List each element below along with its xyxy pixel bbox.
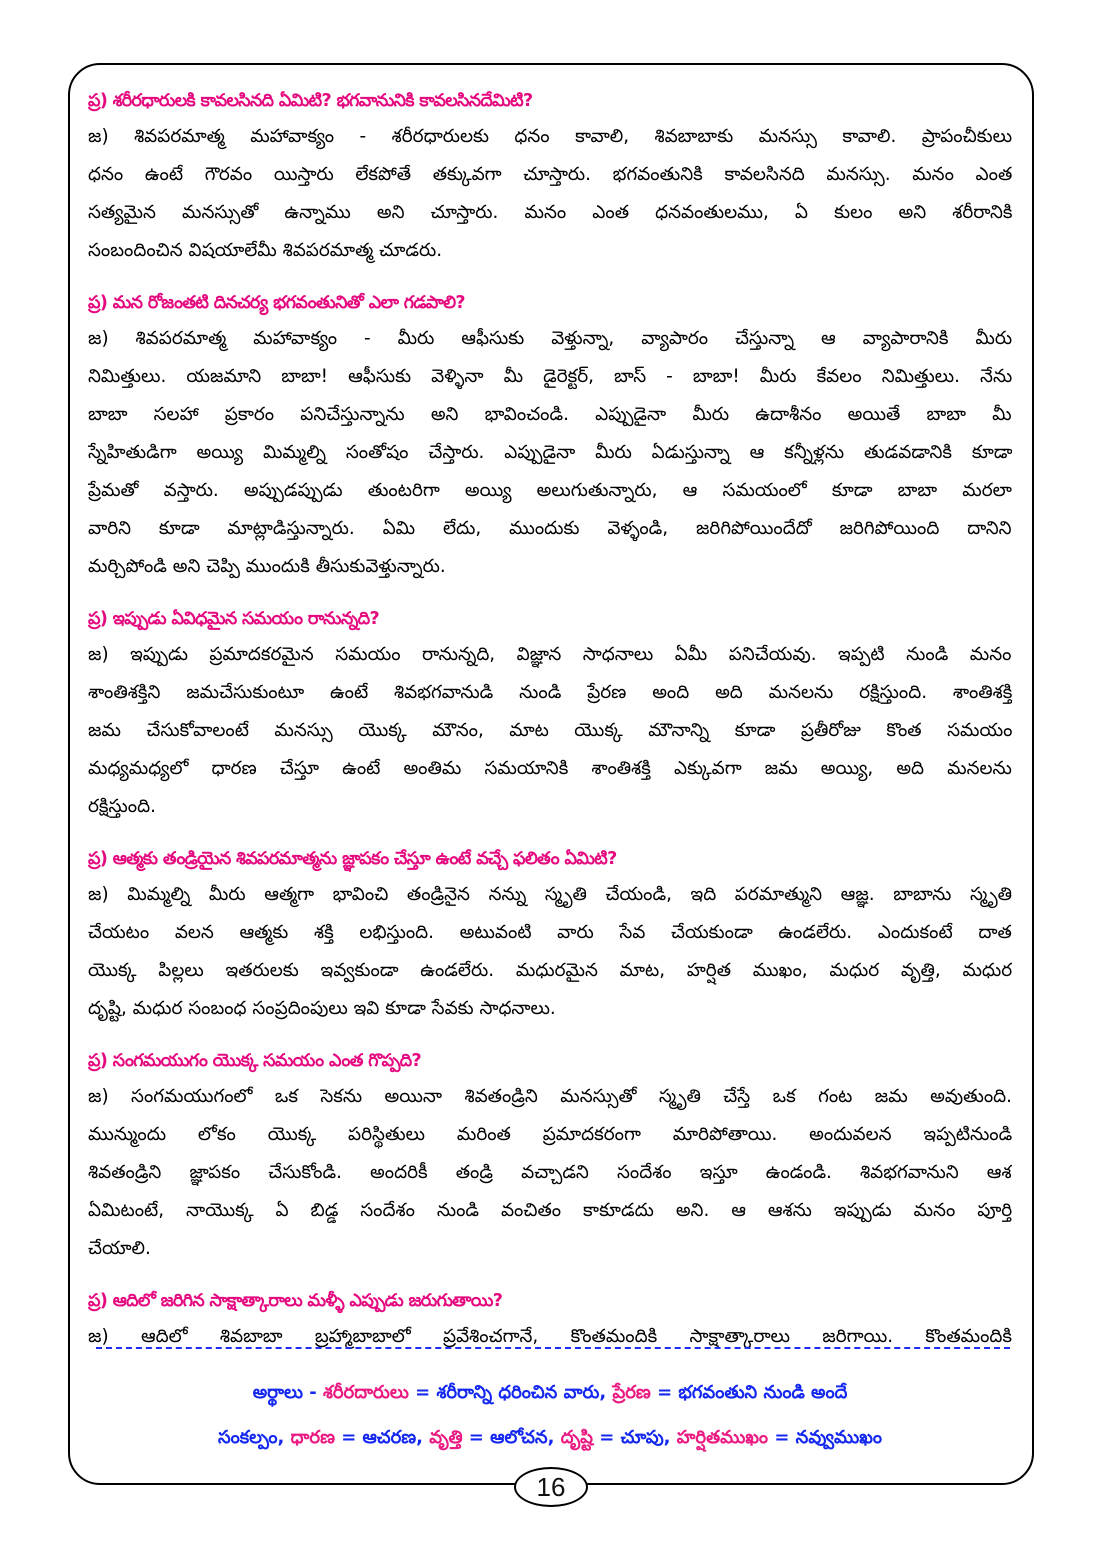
section-gap (88, 270, 1012, 286)
glossary-definition: = ఆచరణ, (334, 1427, 430, 1448)
answer-line: రక్షిస్తుంది. (88, 796, 156, 817)
glossary-line-2 (88, 1423, 1012, 1453)
glossary-term: అర్థాలు - (252, 1382, 323, 1403)
glossary-definition: = భగవంతుని నుండి అందే (650, 1382, 848, 1403)
question-heading: ప్ర) సంగమయుగం యొక్క సమయం ఎంత గొప్పది? (88, 1051, 422, 1071)
answer-line: దృష్టి, మధుర సంబంధ సంప్రదింపులు ఇవి కూడా సేవకు సాధనాలు. (88, 998, 556, 1019)
answer-line: బాబా సలహా ప్రకారం పనిచేస్తున్నాను అని భావించండి. ఎప్పుడైనా మీరు ఉదాశీనం అయితే బాబా మీ (88, 404, 1012, 425)
answer-line: ధనం ఉంటే గౌరవం యిస్తారు లేకపోతే తక్కువగా చూస్తారు. భగవంతునికి కావలసినది మనస్సు. మనం ఎంత (88, 164, 1012, 185)
answer-line: మధ్యమధ్యలో ధారణ చేస్తూ ఉంటే అంతిమ సమయానికి శాంతిశక్తి ఎక్కువగా జమ అయ్యి, అది మనలను (88, 758, 1012, 779)
answer-line: సత్యమైన మనస్సుతో ఉన్నాము అని చూస్తారు. మనం ఎంత ధనవంతులము, ఏ కులం అని శరీరానికి (88, 202, 1012, 223)
answer-line: ప్రేమతో వస్తారు. అప్పుడప్పుడు తుంటరిగా అయ్యి అలుగుతున్నారు, ఆ సమయంలో కూడా బాబా మరలా (88, 480, 1012, 501)
answer-line: జ) సంగమయుగంలో ఒక సెకను అయినా శివతండ్రిని మనస్సుతో స్మృతి చేస్తే ఒక గంట జమ అవుతుంది. (88, 1086, 1012, 1107)
answer-line: జ) శివపరమాత్మ మహావాక్యం - మీరు ఆఫీసుకు వెళ్తున్నా, వ్యాపారం చేస్తున్నా ఆ వ్యాపారానికి మీరు (88, 328, 1012, 349)
answer-line: స్నేహితుడిగా అయ్యి మిమ్మల్ని సంతోషం చేస్తారు. ఎప్పుడైనా మీరు ఏడుస్తున్నా ఆ కన్నీళ్లను తుడవడానికి కూడా (88, 442, 1012, 463)
question-heading: ప్ర) ఆదిలో జరిగిన సాక్షాత్కారాలు మళ్ళీ ఎప్పుడు జరుగుతాయి? (88, 1291, 503, 1311)
qa-section-5 (88, 1044, 1012, 1268)
glossary-definition: = చూపు, (592, 1427, 677, 1448)
glossary-definition: సంకల్పం, (218, 1427, 291, 1448)
page-number: 16 (514, 1467, 588, 1507)
page-content (88, 84, 1012, 1356)
qa-section-3 (88, 602, 1012, 826)
question-heading: ప్ర) మన రోజంతటి దినచర్య భగవంతునితో ఎలా గడపాలి? (88, 293, 465, 313)
glossary-term: శరీరదారులు (322, 1382, 409, 1403)
glossary-term: ప్రేరణ (612, 1382, 651, 1403)
answer-line: చేయాలి. (88, 1238, 151, 1259)
answer-line: యొక్క పిల్లలు ఇతరులకు ఇవ్వకుండా ఉండలేరు. మధురమైన మాట, హర్షిత ముఖం, మధుర వృత్తి, మధుర (88, 960, 1012, 981)
answer-line: జ) ఆదిలో శివబాబా బ్రహ్మాబాబాలో ప్రవేశించగానే, కొంతమందికి సాక్షాత్కారాలు జరిగాయి. కొంతమందికి (88, 1326, 1012, 1347)
glossary-line-1 (88, 1378, 1012, 1408)
answer-line: జ) శివపరమాత్మ మహావాక్యం - శరీరధారులకు ధనం కావాలి, శివబాబాకు మనస్సు కావాలి. ప్రాపంచీకులు (88, 126, 1012, 147)
question-heading: ప్ర) శరీరధారులకి కావలసినది ఏమిటి? భగవానునికి కావలసినదేమిటి? (88, 91, 533, 111)
dashed-separator (96, 1347, 1010, 1349)
glossary-term: దృష్టి (560, 1427, 593, 1448)
answer-line: ఏమిటంటే, నాయొక్క ఏ బిడ్డ సందేశం నుండి వంచితం కాకూడదు అని. ఆ ఆశను ఇప్పుడు మనం పూర్తి (88, 1200, 1012, 1221)
question-heading: ప్ర) ఆత్మకు తండ్రియైన శివపరమాత్మను జ్ఞాపకం చేస్తూ ఉంటే వచ్చే ఫలితం ఏమిటి? (88, 849, 617, 869)
qa-section-4 (88, 842, 1012, 1028)
answer-line: వారిని కూడా మాట్లాడిస్తున్నారు. ఏమి లేదు, ముందుకు వెళ్ళండి, జరిగిపోయిందేదో జరిగిపోయింది దానిని (88, 518, 1012, 539)
answer-line: శివతండ్రిని జ్ఞాపకం చేసుకోండి. అందరికీ తండ్రి వచ్చాడని సందేశం ఇస్తూ ఉండండి. శివభగవానుని ఆశ (88, 1162, 1012, 1183)
glossary-term: వృత్తి (429, 1427, 463, 1448)
answer-line: మర్చిపోండి అని చెప్పి ముందుకి తీసుకువెళ్తున్నారు. (88, 556, 446, 577)
glossary-term: హర్షితముఖం (676, 1427, 769, 1448)
section-gap (88, 1028, 1012, 1044)
answer-line: శాంతిశక్తిని జమచేసుకుంటూ ఉంటే శివభగవానుడి నుండి ప్రేరణ అంది అది మనలను రక్షిస్తుంది. శాంతిశక్తి (88, 682, 1012, 703)
answer-line: చేయటం వలన ఆత్మకు శక్తి లభిస్తుంది. అటువంటి వారు సేవ చేయకుండా ఉండలేరు. ఎందుకంటే దాత (88, 922, 1012, 943)
qa-section-1 (88, 84, 1012, 270)
answer-line: జమ చేసుకోవాలంటే మనస్సు యొక్క మౌనం, మాట యొక్క మౌనాన్ని కూడా ప్రతీరోజు కొంత సమయం (88, 720, 1012, 741)
qa-section-6 (88, 1284, 1012, 1356)
question-heading: ప్ర) ఇప్పుడు ఏవిధమైన సమయం రానున్నది? (88, 609, 380, 629)
answer-line: నిమిత్తులు. యజమాని బాబా! ఆఫీసుకు వెళ్ళినా మీ డైరెక్టర్, బాస్ - బాబా! మీరు కేవలం నిమిత్తులు. నేను (88, 366, 1012, 387)
glossary-definition: = శరీరాన్ని ధరించిన వారు, (408, 1382, 613, 1403)
section-gap (88, 826, 1012, 842)
answer-line: సంబందించిన విషయాలేమీ శివపరమాత్మ చూడరు. (88, 240, 443, 261)
answer-line: జ) మిమ్మల్ని మీరు ఆత్మగా భావించి తండ్రినైన నన్ను స్మృతి చేయండి, ఇది పరమాత్ముని ఆజ్ఞ. బాబాను స్మృతి (88, 884, 1012, 905)
glossary-definition: = నవ్వుముఖం (768, 1427, 882, 1448)
qa-section-2 (88, 286, 1012, 586)
glossary-definition: = ఆలోచన, (462, 1427, 561, 1448)
answer-line: జ) ఇప్పుడు ప్రమాదకరమైన సమయం రానున్నది, విజ్ఞాన సాధనాలు ఏమీ పనిచేయవు. ఇప్పటి నుండి మనం (88, 644, 1012, 665)
answer-line: మున్ముందు లోకం యొక్క పరిస్థితులు మరింత ప్రమాదకరంగా మారిపోతాయి. అందువలన ఇప్పటినుండి (88, 1124, 1012, 1145)
section-gap (88, 1268, 1012, 1284)
glossary-term: ధారణ (290, 1427, 335, 1448)
section-gap (88, 586, 1012, 602)
